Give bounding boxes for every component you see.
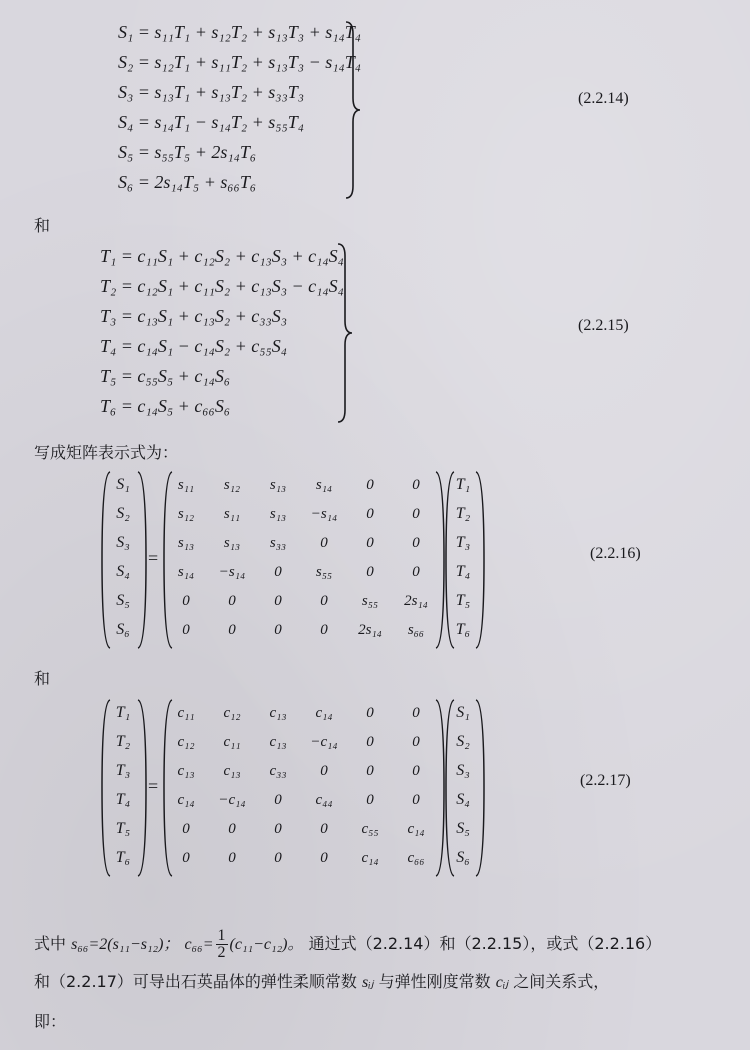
vector-entry: T₃ (455, 534, 471, 551)
right-brace-2-2-15 (336, 242, 356, 424)
matrix-cell: 0 (320, 821, 328, 837)
matrix-cell: c₁₁ (223, 734, 241, 750)
equation-line: T₂ = c₁₂S₁ + c₁₁S₂ + c₁₃S₃ − c₁₄S₄ (100, 276, 344, 296)
matrix-cell: s₁₁ (223, 506, 241, 522)
matrix-cell: c₅₅ (361, 821, 379, 837)
equation-line: S₅ = s₅₅T₅ + 2s₁₄T₆ (118, 142, 257, 162)
matrix-cell: c₁₄ (315, 705, 333, 721)
matrix-cell: s₁₄ (315, 477, 333, 493)
equation-line: T₆ = c₁₄S₅ + c₆₆S₆ (100, 396, 231, 416)
matrix-cell: 0 (320, 622, 328, 638)
fraction-numerator: 1 (217, 927, 226, 944)
connector-text: 和 (34, 216, 51, 235)
vector-entry: S₂ (116, 505, 130, 522)
matrix-cell: −s₁₄ (310, 506, 338, 522)
equation-number-2-2-16: (2.2.16) (590, 545, 641, 562)
matrix-cell: c₁₃ (177, 763, 195, 779)
text-span: 式中 (34, 934, 67, 953)
matrix-cell: 0 (412, 763, 420, 779)
right-brace-2-2-14 (344, 20, 364, 200)
vector-entry: S₂ (456, 733, 470, 750)
vector-entry: T₁ (115, 704, 131, 721)
vector-entry: S₅ (116, 592, 130, 609)
vector-entry: T₅ (455, 592, 471, 609)
matrix-cell: −c₁₄ (218, 792, 246, 808)
matrix-cell: 0 (412, 734, 420, 750)
matrix-cell: −s₁₄ (218, 564, 246, 580)
left-vector (108, 470, 138, 650)
matrix-cell: 2s₁₄ (404, 593, 428, 609)
matrix-body (164, 698, 444, 878)
matrix-cell: s₃₃ (269, 535, 287, 551)
matrix-cell: s₅₅ (361, 593, 379, 609)
vector-entry: T₆ (115, 849, 131, 866)
vector-entry: S₆ (116, 621, 130, 638)
vector-entry: S₅ (456, 820, 470, 837)
left-vector-paren-close (136, 470, 148, 650)
cij-symbol: cᵢⱼ (495, 974, 509, 991)
matrix-cell: 0 (320, 593, 328, 609)
matrix-cell: s₁₃ (177, 535, 195, 551)
matrix-cell: 0 (228, 821, 236, 837)
right-vector-paren-close (474, 698, 486, 878)
matrix-cell: 0 (182, 821, 190, 837)
matrix-cell: s₁₃ (269, 477, 287, 493)
equation-line: S₂ = s₁₂T₁ + s₁₁T₂ + s₁₃T₃ − s₁₄T₄ (118, 52, 361, 72)
conclusion-line-1 (34, 928, 661, 961)
vector-entry: S₆ (456, 849, 470, 866)
sij-symbol: sᵢⱼ (362, 974, 374, 991)
equation-line: T₁ = c₁₁S₁ + c₁₂S₂ + c₁₃S₃ + c₁₄S₄ (100, 246, 344, 266)
vector-entry: T₄ (115, 791, 131, 808)
vector-entry: T₃ (115, 762, 131, 779)
matrix-cell: c₃₃ (269, 763, 287, 779)
equation-number-2-2-17: (2.2.17) (580, 772, 631, 789)
matrix-cell: s₁₂ (223, 477, 241, 493)
matrix-cell: c₄₄ (315, 792, 333, 808)
matrix-cell: 0 (412, 705, 420, 721)
left-vector-paren-close (136, 698, 148, 878)
matrix-cell: 0 (320, 535, 328, 551)
matrix-cell: c₁₄ (407, 821, 425, 837)
matrix-cell: 0 (228, 850, 236, 866)
matrix-cell: 2s₁₄ (358, 622, 382, 638)
matrix-intro-text: 写成矩阵表示式为： (34, 443, 179, 462)
matrix-cell: 0 (412, 792, 420, 808)
equals-sign: = (148, 548, 159, 568)
fraction-one-half (216, 928, 228, 961)
matrix-cell: 0 (366, 564, 374, 580)
text-span: 和（2.2.17）可导出石英晶体的弹性柔顺常数 (34, 972, 357, 991)
matrix-cell: 0 (412, 506, 420, 522)
equation-line: T₅ = c₅₅S₅ + c₁₄S₆ (100, 366, 231, 386)
equation-line: T₃ = c₁₃S₁ + c₁₃S₂ + c₃₃S₃ (100, 306, 287, 326)
left-vector (108, 698, 138, 878)
matrix-cell: c₁₁ (177, 705, 195, 721)
matrix-cell: 0 (274, 821, 282, 837)
vector-entry: S₄ (116, 563, 130, 580)
matrix-cell: 0 (228, 622, 236, 638)
matrix-cell: s₁₃ (223, 535, 241, 551)
matrix-cell: 0 (412, 564, 420, 580)
vector-entry: T₂ (115, 733, 131, 750)
matrix-cell: s₁₄ (177, 564, 195, 580)
s66-definition: s₆₆=2(s₁₁−s₁₂)； (71, 936, 180, 953)
vector-entry: T₄ (455, 563, 471, 580)
matrix-cell: 0 (366, 763, 374, 779)
matrix-cell: c₁₄ (361, 850, 379, 866)
equation-number-2-2-15: (2.2.15) (578, 317, 629, 334)
matrix-cell: 0 (366, 535, 374, 551)
fraction-denominator: 2 (217, 944, 226, 961)
text-span: 与弹性刚度常数 (378, 972, 491, 991)
vector-entry: T₅ (115, 820, 131, 837)
matrix-cell: 0 (320, 763, 328, 779)
matrix-cell: c₁₃ (269, 705, 287, 721)
conclusion-line-2 (34, 970, 609, 995)
matrix-cell: 0 (366, 705, 374, 721)
matrix-cell: 0 (412, 535, 420, 551)
matrix-equation-2-2-17 (100, 698, 500, 878)
connector-text: 和 (34, 669, 51, 688)
matrix-cell: c₁₃ (223, 763, 241, 779)
right-vector-paren-close (474, 470, 486, 650)
matrix-cell: s₁₂ (177, 506, 195, 522)
c66-rhs: (c₁₁−c₁₂)。 (229, 936, 304, 953)
matrix-cell: 0 (366, 734, 374, 750)
matrix-cell: 0 (412, 477, 420, 493)
matrix-cell: c₁₂ (223, 705, 241, 721)
matrix-cell: 0 (320, 850, 328, 866)
vector-entry: S₁ (456, 704, 470, 721)
equals-sign: = (148, 776, 159, 796)
matrix-cell: c₁₂ (177, 734, 195, 750)
matrix-cell: 0 (274, 622, 282, 638)
vector-entry: S₄ (456, 791, 470, 808)
equation-line: T₄ = c₁₄S₁ − c₁₄S₂ + c₅₅S₄ (100, 336, 287, 356)
matrix-cell: 0 (182, 593, 190, 609)
vector-entry: S₃ (456, 762, 470, 779)
equation-system-2-2-14 (118, 20, 361, 200)
matrix-cell: 0 (228, 593, 236, 609)
matrix-cell: 0 (274, 792, 282, 808)
matrix-cell: c₁₃ (269, 734, 287, 750)
matrix-cell: 0 (274, 564, 282, 580)
matrix-cell: c₆₆ (407, 850, 425, 866)
matrix-body (164, 470, 444, 650)
c66-lhs: c₆₆= (184, 936, 214, 953)
matrix-cell: 0 (182, 850, 190, 866)
vector-entry: T₁ (455, 476, 471, 493)
text-span: 之间关系式， (513, 972, 610, 991)
matrix-cell: 0 (366, 477, 374, 493)
vector-entry: S₁ (116, 476, 130, 493)
matrix-cell: −c₁₄ (310, 734, 338, 750)
vector-entry: T₆ (455, 621, 471, 638)
matrix-cell: 0 (274, 593, 282, 609)
equation-line: S₆ = 2s₁₄T₅ + s₆₆T₆ (118, 172, 257, 192)
matrix-cell: 0 (366, 506, 374, 522)
matrix-cell: c₁₄ (177, 792, 195, 808)
equation-line: S₃ = s₁₃T₁ + s₁₃T₂ + s₃₃T₃ (118, 82, 305, 102)
matrix-cell: s₁₁ (177, 477, 195, 493)
equation-line: S₁ = s₁₁T₁ + s₁₂T₂ + s₁₃T₃ + s₁₄T₄ (118, 22, 361, 42)
matrix-cell: s₆₆ (407, 622, 425, 638)
matrix-cell: 0 (182, 622, 190, 638)
matrix-cell: s₅₅ (315, 564, 333, 580)
matrix-cell: 0 (366, 792, 374, 808)
text-span: 通过式（2.2.14）和（2.2.15），或式（2.2.16） (308, 934, 662, 953)
matrix-equation-2-2-16 (100, 470, 500, 650)
equation-system-2-2-15 (100, 244, 350, 424)
vector-entry: S₃ (116, 534, 130, 551)
equation-line: S₄ = s₁₄T₁ − s₁₄T₂ + s₅₅T₄ (118, 112, 305, 132)
conclusion-line-3: 即： (34, 1012, 67, 1031)
equation-number-2-2-14: (2.2.14) (578, 90, 629, 107)
vector-entry: T₂ (455, 505, 471, 522)
matrix-cell: 0 (274, 850, 282, 866)
matrix-cell: s₁₃ (269, 506, 287, 522)
